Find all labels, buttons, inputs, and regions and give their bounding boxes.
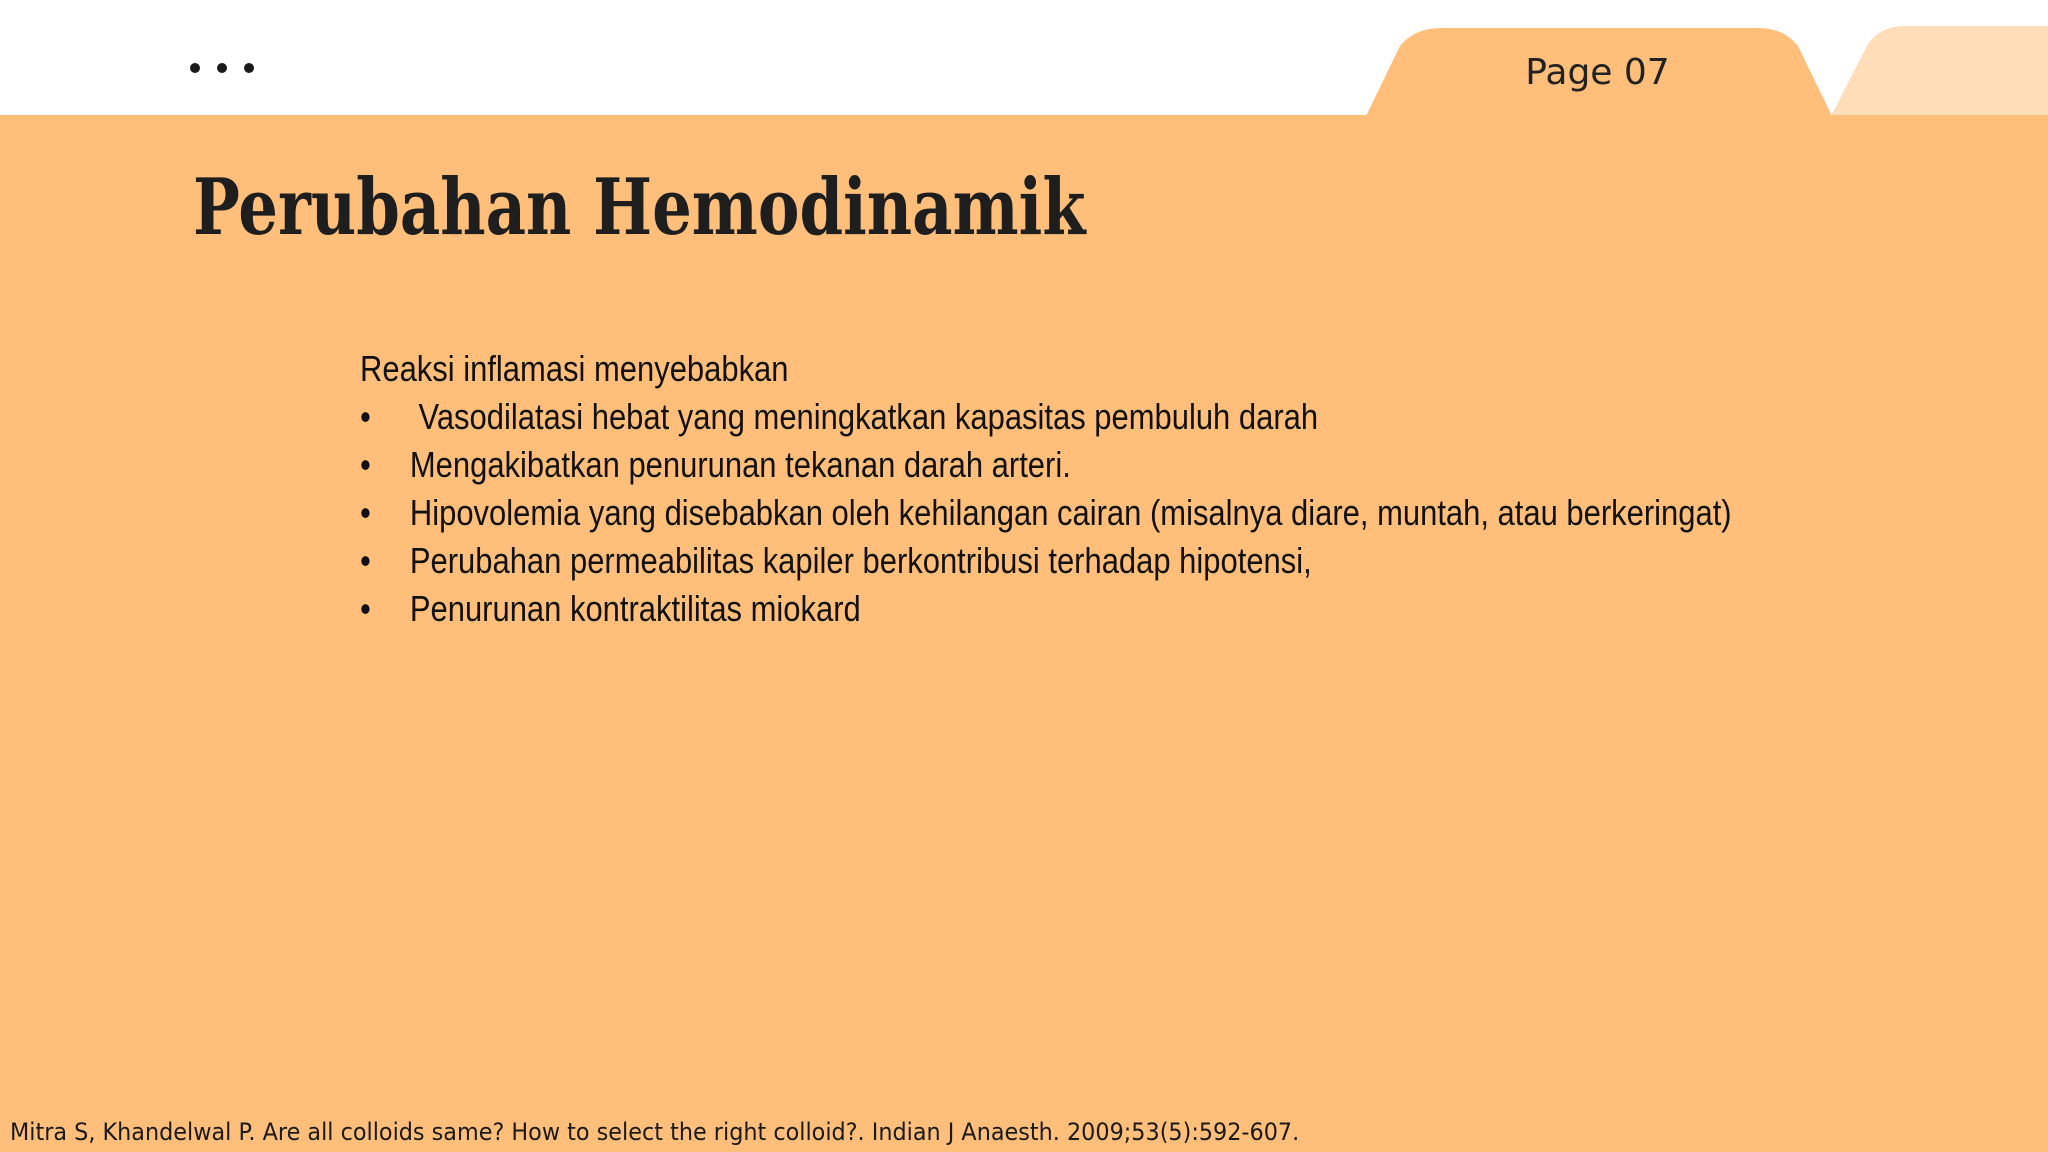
page-number-label: Page 07 [1525,52,1670,93]
folder-back-tab [1830,26,2048,118]
list-item [360,393,1732,441]
citation-footer: Mitra S, Khandelwal P. Are all colloids same? How to select the right colloid?. Indian J Anaesth. 2009;53(5):592-607. [10,1118,1300,1146]
bullet-icon: • [360,492,371,533]
dot [190,63,200,73]
list-item [360,585,1732,633]
list-item-text: Vasodilatasi hebat yang meningkatkan kapasitas pembuluh darah [409,396,1319,437]
slide-content [360,345,1732,633]
bullet-list [360,393,1732,633]
list-item-text: Hipovolemia yang disebabkan oleh kehilangan cairan (misalnya diare, muntah, atau berkeringat) [409,492,1732,533]
list-item [360,489,1732,537]
list-item-text: Mengakibatkan penurunan tekanan darah arteri. [409,444,1071,485]
dot [217,63,227,73]
folder-tabs [0,0,2048,120]
list-item-text: Penurunan kontraktilitas miokard [409,588,861,629]
list-item [360,537,1732,585]
bullet-icon: • [360,444,371,485]
list-item-text: Perubahan permeabilitas kapiler berkontribusi terhadap hipotensi, [409,540,1312,581]
list-item [360,441,1732,489]
bullet-icon: • [360,396,371,437]
bullet-icon: • [360,540,371,581]
more-dots-icon [190,63,254,73]
bullet-icon: • [360,588,371,629]
slide-title: Perubahan Hemodinamik [193,162,1086,253]
dot [244,63,254,73]
folder-body [0,115,2048,1152]
intro-text: Reaksi inflamasi menyebabkan [360,348,789,389]
